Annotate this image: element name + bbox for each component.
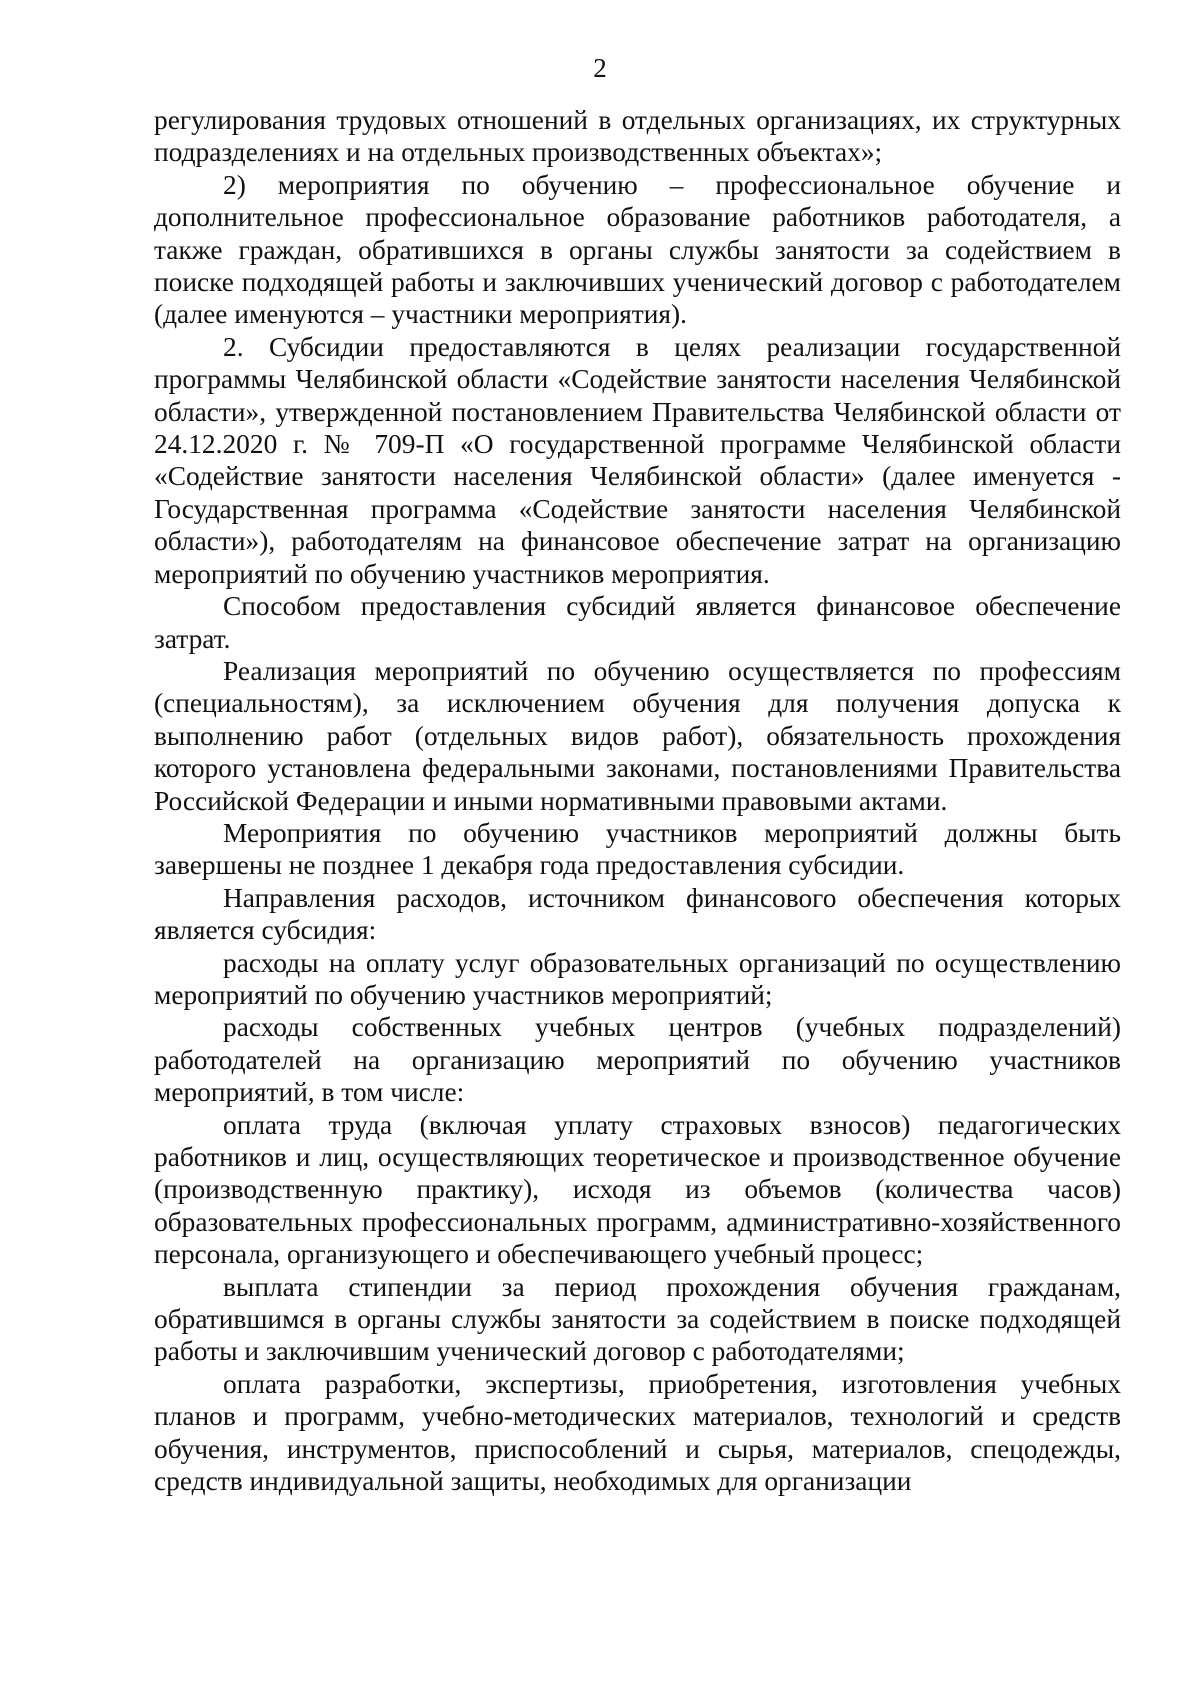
paragraph-expense-directions: Направления расходов, источником финансового обеспечения которых является субсидия: [154, 882, 1121, 946]
paragraph-item-2: 2) мероприятия по обучению – профессиональное обучение и дополнительное профессиональное образование работников работодателя, а также граждан, обратившихся в органы службы занятости за содействием в поиске подходящей работы и заключивших ученический договор с работодателем (далее именуются – участники мероприятия). [154, 169, 1121, 330]
paragraph-implementation: Реализация мероприятий по обучению осуществляется по профессиям (специальностям), за исключением обучения для получения допуска к выполнению работ (отдельных видов работ), обязательность прохождения которого установлена федеральными законами, постановлениями Правительства Российской Федерации и иными нормативными правовыми актами. [154, 655, 1121, 816]
list-item-labor-payment: оплата труда (включая уплату страховых взносов) педагогических работников и лиц, осуществляющих теоретическое и производственное обучение (производственную практику), исходя из объемов (количества часов) образовательных профессиональных программ, административно-хозяйственного персонала, организующего и обеспечивающего учебный процесс; [154, 1109, 1121, 1270]
list-item-training-centers: расходы собственных учебных центров (учебных подразделений) работодателей на организацию мероприятий по обучению участников мероприятий, в том числе: [154, 1012, 1121, 1108]
paragraph-deadline: Мероприятия по обучению участников мероприятий должны быть завершены не позднее 1 декабря года предоставления субсидии. [154, 817, 1121, 881]
paragraph-continuation: регулирования трудовых отношений в отдельных организациях, их структурных подразделениях и на отдельных производственных объектах»; [154, 105, 1121, 168]
paragraph-subsidy-method: Способом предоставления субсидий является финансовое обеспечение затрат. [154, 591, 1121, 654]
paragraph-section-2: 2. Субсидии предоставляются в целях реализации государственной программы Челябинской области «Содействие занятости населения Челябинской области», утвержденной постановлением Правительства Челябинской области от 24.12.2020 г. № 709-П «О государственной программе Челябинской области «Содействие занятости населения Челябинской области» (далее именуется - Государственная программа «Содействие занятости населения Челябинской области»), работодателям на финансовое обеспечение затрат на организацию мероприятий по обучению участников мероприятия. [154, 331, 1121, 589]
list-item-education-services: расходы на оплату услуг образовательных организаций по осуществлению мероприятий по обучению участников мероприятий; [154, 947, 1121, 1010]
list-item-materials-payment: оплата разработки, экспертизы, приобретения, изготовления учебных планов и программ, учебно-методических материалов, технологий и средств обучения, инструментов, приспособлений и сырья, материалов, спецодежды, средств индивидуальной защиты, необходимых для организации [154, 1368, 1121, 1497]
list-item-stipend: выплата стипендии за период прохождения обучения гражданам, обратившимся в органы службы занятости за содействием в поиске подходящей работы и заключившим ученический договор с работодателями; [154, 1271, 1121, 1367]
page-number: 2 [593, 53, 607, 83]
document-body [154, 104, 1121, 1497]
